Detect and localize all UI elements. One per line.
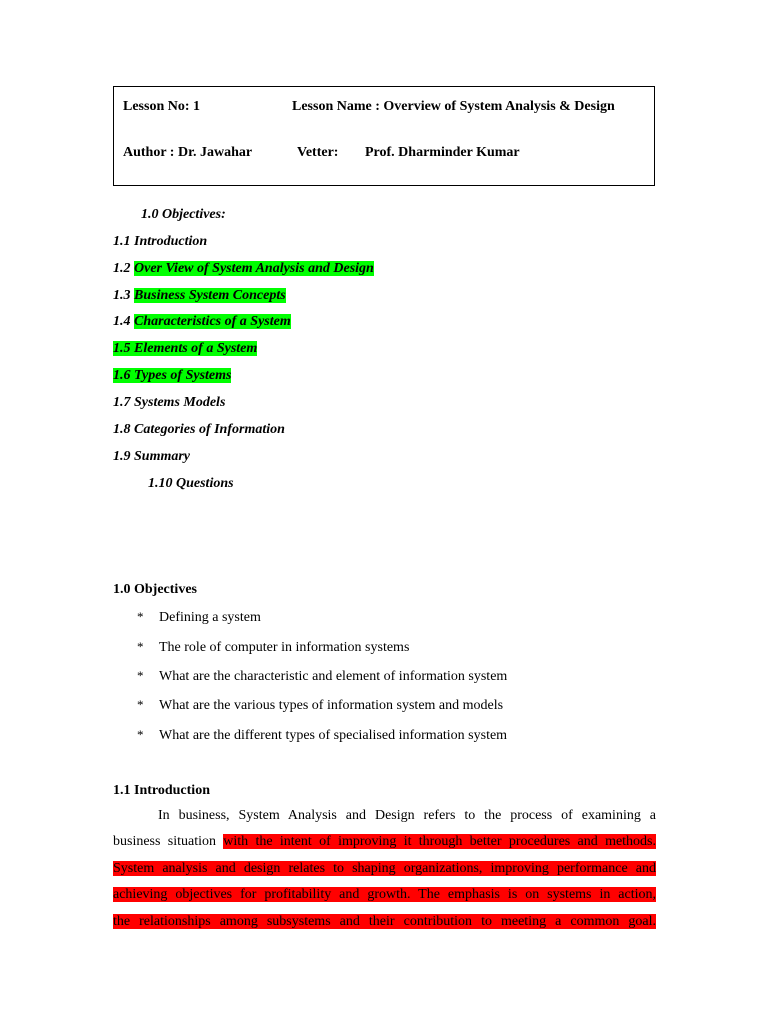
vetter-label: Vetter: xyxy=(297,145,339,160)
paragraph-line xyxy=(113,885,656,905)
list-item: * What are the different types of specialised information system xyxy=(137,727,508,743)
list-item: * What are the various types of information system and models xyxy=(137,697,504,713)
toc-item: 1.6 Types of Systems xyxy=(113,368,232,383)
toc-item: 1.0 Objectives: xyxy=(141,207,226,222)
paragraph-line xyxy=(113,859,656,879)
asterisk-bullet-icon: * xyxy=(137,668,144,683)
toc-item: 1.9 Summary xyxy=(113,449,191,464)
toc-item: 1.3 Business System Concepts xyxy=(113,288,286,303)
toc-item: 1.1 Introduction xyxy=(113,234,208,249)
lesson-number: Lesson No: 1 xyxy=(123,99,201,114)
red-highlight: System analysis and design relates to shaping organizations, improving performance and xyxy=(113,861,656,876)
objectives-heading: 1.0 Objectives xyxy=(113,582,197,597)
red-highlight: achieving objectives for profitability and growth. The emphasis is on systems in action, xyxy=(113,887,656,902)
asterisk-bullet-icon: * xyxy=(137,727,144,742)
list-item: * Defining a system xyxy=(137,609,261,625)
asterisk-bullet-icon: * xyxy=(137,639,144,654)
paragraph-line: In business, System Analysis and Design refers to the process of examining a xyxy=(158,808,656,823)
lesson-header-box xyxy=(113,86,655,186)
toc-item: 1.2 Over View of System Analysis and Design xyxy=(113,261,374,276)
author: Author : Dr. Jawahar xyxy=(123,145,253,160)
red-highlight: with the intent of improving it through better procedures and methods. xyxy=(223,834,657,849)
list-item: * What are the characteristic and element of information system xyxy=(137,668,508,684)
red-highlight: the relationships among subsystems and their contribution to meeting a common goal. xyxy=(113,914,656,929)
vetter-name: Prof. Dharminder Kumar xyxy=(365,145,520,160)
toc-item: 1.8 Categories of Information xyxy=(113,422,285,437)
toc-item: 1.7 Systems Models xyxy=(113,395,226,410)
asterisk-bullet-icon: * xyxy=(137,697,144,712)
paragraph-line xyxy=(113,912,656,932)
paragraph-line: business situation with the intent of improving it through better procedures and methods. xyxy=(113,834,657,849)
lesson-name: Lesson Name : Overview of System Analysis & Design xyxy=(292,99,615,114)
toc-item: 1.10 Questions xyxy=(148,476,234,491)
asterisk-bullet-icon: * xyxy=(137,609,144,624)
toc-item: 1.4 Characteristics of a System xyxy=(113,314,291,329)
list-item: * The role of computer in information systems xyxy=(137,639,410,655)
introduction-heading: 1.1 Introduction xyxy=(113,783,210,798)
toc-item: 1.5 Elements of a System xyxy=(113,341,258,356)
